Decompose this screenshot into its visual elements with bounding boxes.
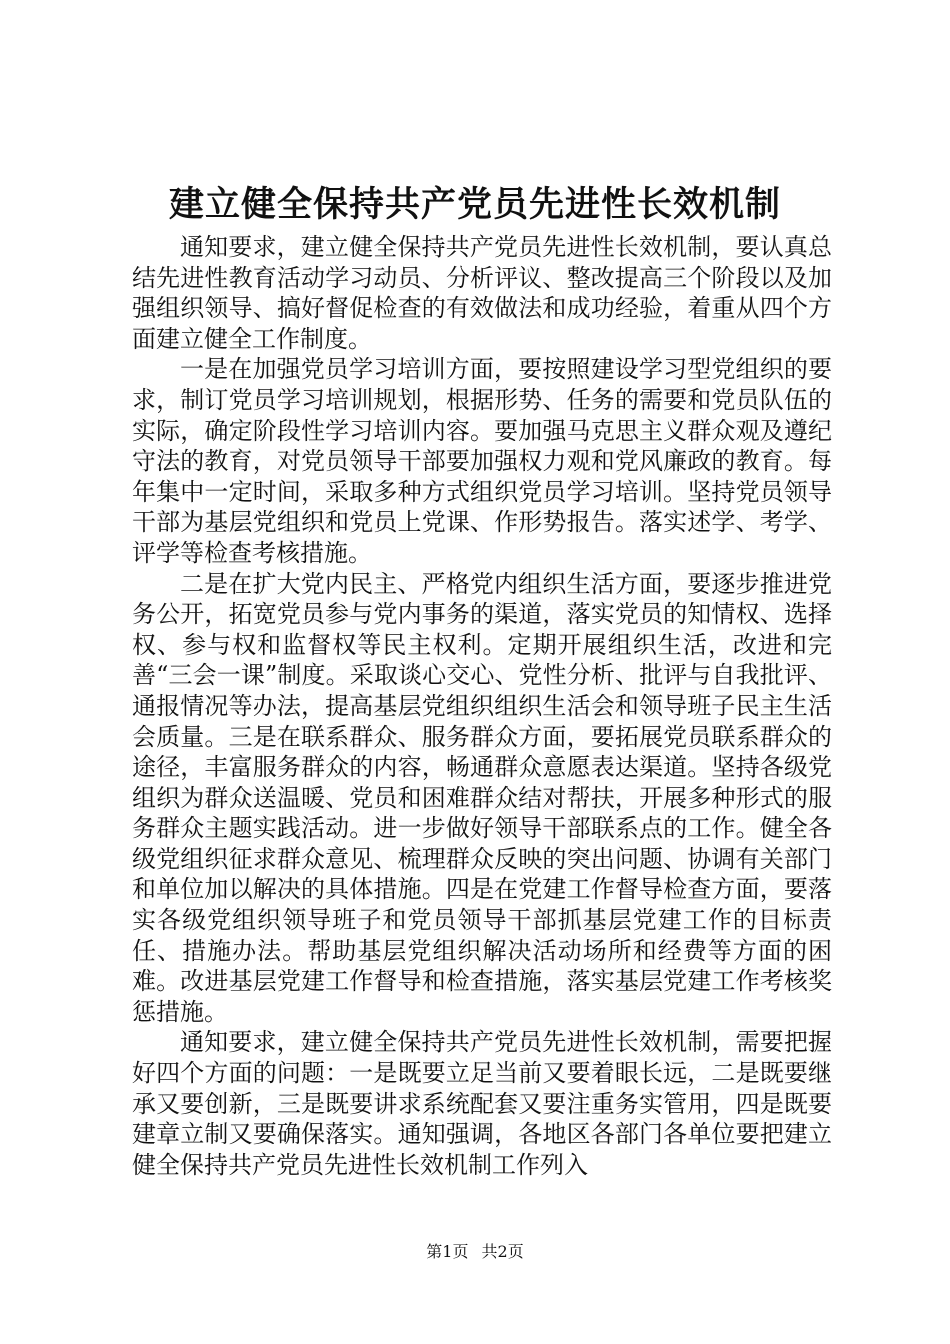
paragraph: 通知要求，建立健全保持共产党员先进性长效机制，需要把握好四个方面的问题：一是既要立足当前又要着眼长远，二是既要继承又要创新，三是既要讲求系统配套又要注重务实管用，四是既要建章立制又要确保落实。通知强调，各地区各部门各单位要把建立健全保持共产党员先进性长效机制工作列入 — [132, 1028, 832, 1179]
page-number-current: 第1页 — [426, 1242, 469, 1261]
page-footer — [0, 1242, 950, 1262]
paragraph: 通知要求，建立健全保持共产党员先进性长效机制，要认真总结先进性教育活动学习动员、分析评议、整改提高三个阶段以及加强组织领导、搞好督促检查的有效做法和成功经验，着重从四个方面建立健全工作制度。 — [132, 233, 832, 353]
document-title: 建立健全保持共产党员先进性长效机制 — [168, 184, 781, 225]
paragraph: 二是在扩大党内民主、严格党内组织生活方面，要逐步推进党务公开，拓宽党员参与党内事务的渠道，落实党员的知情权、选择权、参与权和监督权等民主权利。定期开展组织生活，改进和完善“三会一课”制度。采取谈心交心、党性分析、批评与自我批评、通报情况等办法，提高基层党组织组织生活会和领导班子民主生活会质量。三是在联系群众、服务群众方面，要拓展党员联系群众的途径，丰富服务群众的内容，畅通群众意愿表达渠道。坚持各级党组织为群众送温暖、党员和困难群众结对帮扶，开展多种形式的服务群众主题实践活动。进一步做好领导干部联系点的工作。健全各级党组织征求群众意见、梳理群众反映的突出问题、协调有关部门和单位加以解决的具体措施。四是在党建工作督导检查方面，要落实各级党组织领导班子和党员领导干部抓基层党建工作的目标责任、措施办法。帮助基层党组织解决活动场所和经费等方面的困难。改进基层党建工作督导和检查措施，落实基层党建工作考核奖惩措施。 — [132, 569, 832, 1026]
paragraph: 一是在加强党员学习培训方面，要按照建设学习型党组织的要求，制订党员学习培训规划，根据形势、任务的需要和党员队伍的实际，确定阶段性学习培训内容。要加强马克思主义群众观及遵纪守法的教育，对党员领导干部要加强权力观和党风廉政的教育。每年集中一定时间，采取多种方式组织党员学习培训。坚持党员领导干部为基层党组织和党员上党课、作形势报告。落实述学、考学、评学等检查考核措施。 — [132, 355, 832, 567]
document-body — [132, 232, 832, 1180]
page-number-total: 共2页 — [481, 1242, 524, 1261]
